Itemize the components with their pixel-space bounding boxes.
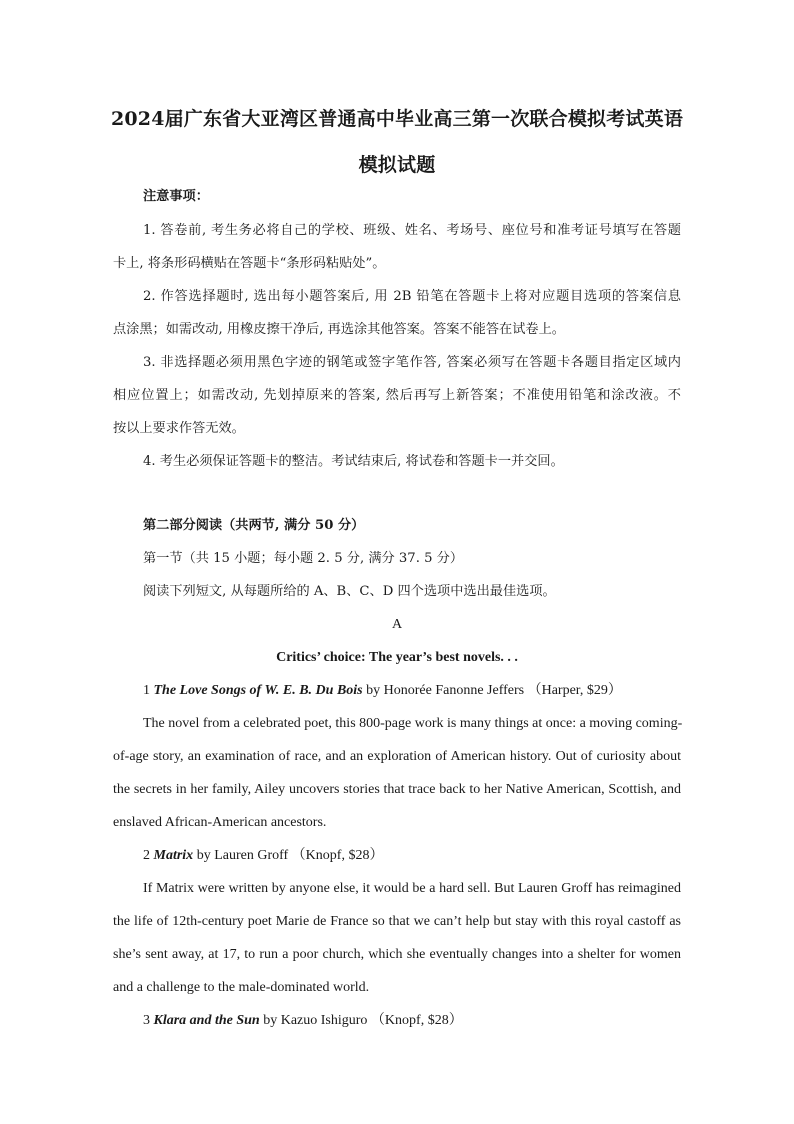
book2-byline: by Lauren Groff （Knopf, $28）	[193, 848, 384, 863]
book2-desc-line3: she’s sent away, at 17, to run a poor church, which she eventually changes into a shelter for women	[113, 947, 681, 962]
notice-item3-line2: 相应位置上；如需改动, 先划掉原来的答案, 然后再写上新答案；不准使用铅笔和涂改液。不	[113, 388, 681, 403]
notice-item2-line1: 2. 作答选择题时, 选出每小题答案后, 用 2B 铅笔在答题卡上将对应题目选项的答案信息	[143, 289, 681, 304]
part2-heading: 第二部分阅读（共两节, 满分 50 分）	[143, 518, 365, 533]
book1-number: 1	[143, 683, 154, 698]
notice-item1-line2: 卡上, 将条形码横贴在答题卡“条形码粘贴处”。	[113, 256, 386, 271]
book3-byline: by Kazuo Ishiguro （Knopf, $28）	[259, 1013, 463, 1028]
notice-item1-line1: 1. 答卷前, 考生务必将自己的学校、班级、姓名、考场号、座位号和准考证号填写在答题	[143, 223, 681, 238]
notice-item3-line1: 3. 非选择题必须用黑色字迹的钢笔或签字笔作答, 答案必须写在答题卡各题目指定区域内	[143, 355, 681, 370]
book2-number: 2	[143, 848, 154, 863]
book3-entry	[143, 1012, 463, 1030]
notice-item4: 4. 考生必须保证答题卡的整洁。考试结束后, 将试卷和答题卡一并交回。	[143, 454, 564, 469]
exam-title-line1: 2024届广东省大亚湾区普通高中毕业高三第一次联合模拟考试英语	[110, 108, 684, 130]
passage-heading: Critics’ choice: The year’s best novels. . .	[276, 650, 518, 665]
book2-desc-line1: If Matrix were written by anyone else, it would be a hard sell. But Lauren Groff has reimagined	[143, 881, 681, 896]
book1-entry	[143, 682, 622, 700]
notice-item2-line2: 点涂黑；如需改动, 用橡皮擦干净后, 再选涂其他答案。答案不能答在试卷上。	[113, 322, 565, 337]
book1-title: The Love Songs of W. E. B. Du Bois	[153, 683, 363, 698]
book1-desc-line4: enslaved African-American ancestors.	[113, 815, 327, 830]
notice-item3-line3: 按以上要求作答无效。	[113, 421, 245, 436]
book3-number: 3	[143, 1013, 154, 1028]
book1-byline: by Honorée Fanonne Jeffers （Harper, $29）	[362, 683, 622, 698]
book2-entry	[143, 847, 383, 865]
book1-desc-line3: the secrets in her family, Ailey uncovers stories that trace back to her Native American, Scottish, and	[113, 782, 681, 797]
book2-title: Matrix	[153, 848, 194, 863]
book2-desc-line4: and a challenge to the male-dominated world.	[113, 980, 370, 995]
exam-title-line2: 模拟试题	[358, 154, 436, 176]
book1-desc-line1: The novel from a celebrated poet, this 800-page work is many things at once: a moving coming-	[143, 716, 683, 731]
book1-desc-line2: of-age story, an examination of race, and an exploration of American history. Out of curiosity about	[113, 749, 681, 764]
notice-heading: 注意事项：	[143, 189, 209, 204]
part2-section1: 第一节（共 15 小题；每小题 2. 5 分, 满分 37. 5 分）	[143, 551, 464, 566]
book2-desc-line2: the life of 12th-century poet Marie de France so that we can’t help but stay with this royal castoff as	[113, 914, 681, 929]
book3-title: Klara and the Sun	[153, 1013, 260, 1028]
part2-instruction: 阅读下列短文, 从每题所给的 A、B、C、D 四个选项中选出最佳选项。	[143, 584, 556, 599]
passage-label: A	[391, 617, 403, 632]
